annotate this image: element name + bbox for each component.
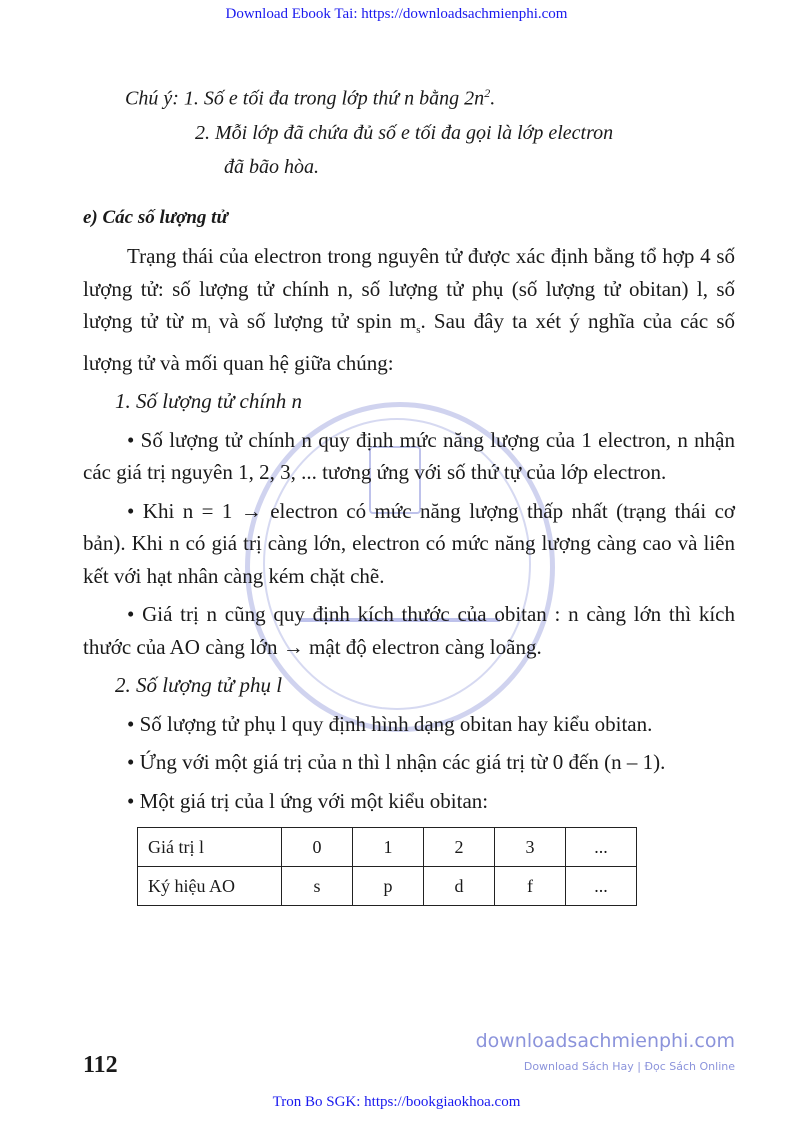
bullet-paragraph: • Ứng với một giá trị của n thì l nhận các giá trị từ 0 đến (n – 1). [127, 750, 666, 775]
note-item-2-line1: 2. Mỗi lớp đã chứa đủ số e tối đa gọi là lớp electron [195, 121, 614, 144]
orbital-type-table [137, 827, 637, 906]
bullet-paragraph: • Số lượng tử phụ l quy định hình dạng obitan hay kiểu obitan. [127, 711, 653, 736]
header-download-link[interactable]: Download Ebook Tai: https://downloadsachmienphi.com [225, 6, 568, 22]
table-cell: 3 [495, 828, 566, 867]
note-label: Chú ý: [125, 87, 179, 110]
table-row [138, 828, 637, 867]
section-heading: e) Các số lượng tử [83, 206, 228, 228]
bullet-paragraph: • Một giá trị của l ứng với một kiểu obitan: [127, 788, 489, 813]
bullet-paragraph: • Giá trị n cũng quy định kích thước của obitan : n càng lớn thì kích thước của AO càng lớn → mật độ electron càng loãng. [83, 602, 735, 659]
watermark-site-text: downloadsachmienphi.com [475, 1030, 735, 1052]
table-cell: Ký hiệu AO [138, 867, 282, 906]
table-cell: 1 [353, 828, 424, 867]
bullet-paragraph: • Khi n = 1 → electron có mức năng lượng thấp nhất (trạng thái cơ bản). Khi n có giá trị càng lớn, electron có mức năng lượng càng cao và liên kết với hạt nhân càng kém chặt chẽ. [83, 498, 735, 588]
table-cell: 0 [282, 828, 353, 867]
table-cell: ... [566, 867, 637, 906]
subheading-principal-quantum-number: 1. Số lượng tử chính n [115, 389, 302, 414]
intro-paragraph: Trạng thái của electron trong nguyên tử được xác định bằng tổ hợp 4 số lượng tử: số lượng tử chính n, số lượng tử phụ (số lượng tử obitan) l, số lượng tử từ $m_l$ và số lượng tử spin $m_s$. Sau đây ta xét ý nghĩa của các số lượng tử và mối quan hệ giữa chúng: [83, 244, 735, 375]
table-cell: p [353, 867, 424, 906]
table-cell: Giá trị l [138, 828, 282, 867]
watermark-tagline: Download Sách Hay | Đọc Sách Online [523, 1060, 735, 1073]
table-row [138, 867, 637, 906]
subheading-azimuthal-quantum-number: 2. Số lượng tử phụ l [115, 673, 283, 698]
page-number: 112 [83, 1052, 118, 1078]
page-body [83, 76, 735, 906]
table-cell: ... [566, 828, 637, 867]
bullet-paragraph: • Số lượng tử chính n quy định mức năng lượng của 1 electron, n nhận các giá trị nguyên 1, 2, 3, ... tương ứng với số thứ tự của lớp electron. [83, 427, 735, 485]
note-item-1: Chú ý: 1. Số e tối đa trong lớp thứ n bằng $2n^2$. [125, 86, 496, 110]
note-item-2-line2: đã bão hòa. [224, 155, 319, 178]
footer-sgk-link[interactable]: Tron Bo SGK: https://bookgiaokhoa.com [272, 1094, 521, 1110]
table-cell: 2 [424, 828, 495, 867]
table-cell: f [495, 867, 566, 906]
table-cell: s [282, 867, 353, 906]
table-cell: d [424, 867, 495, 906]
